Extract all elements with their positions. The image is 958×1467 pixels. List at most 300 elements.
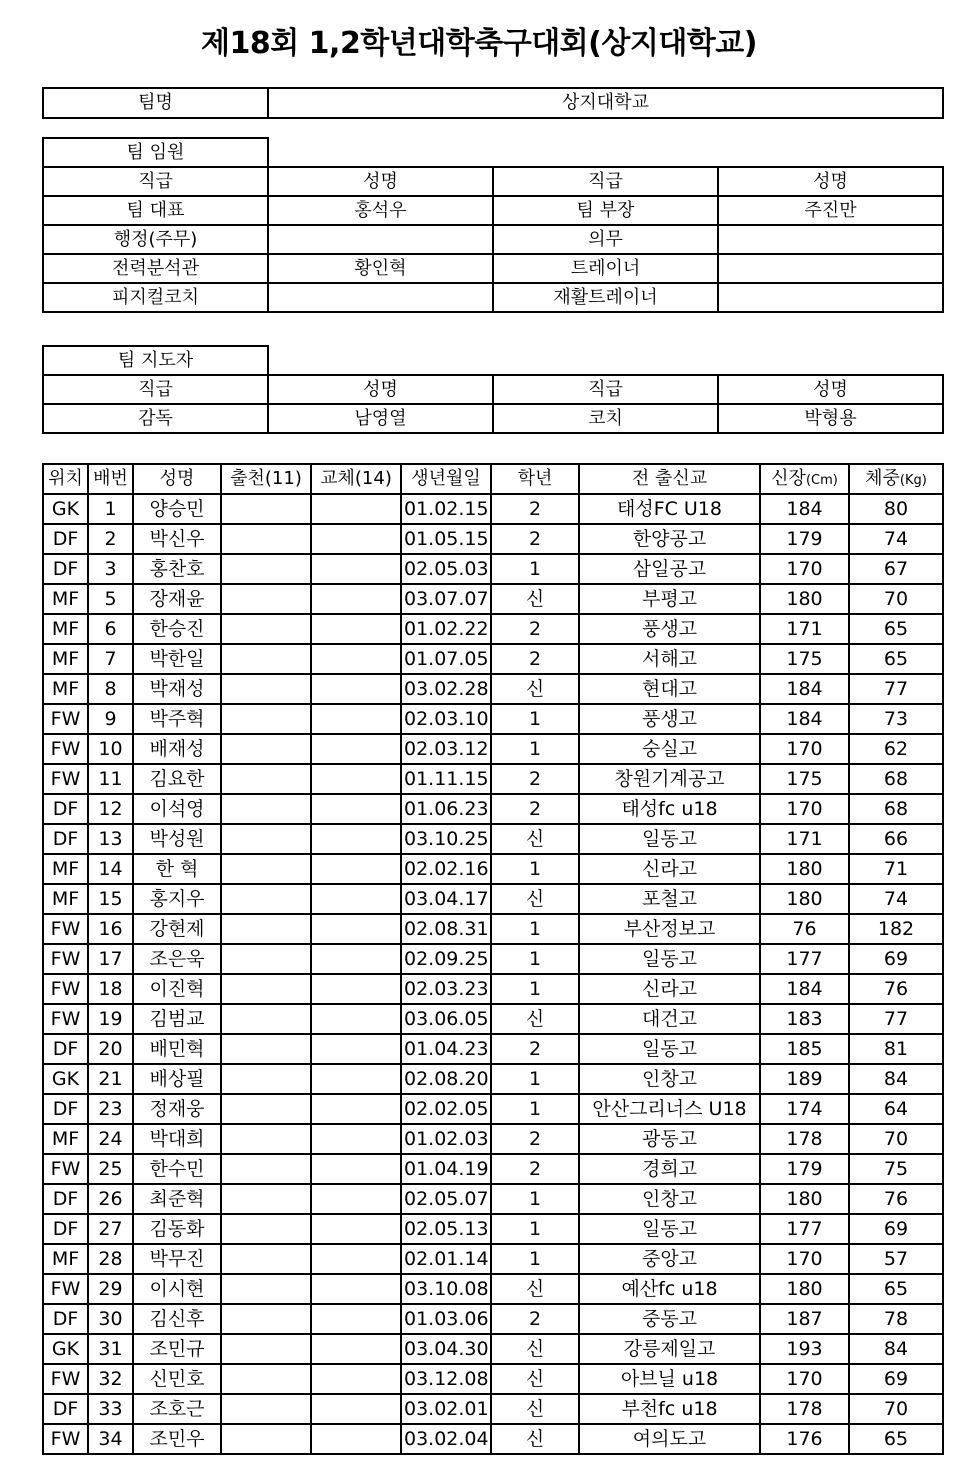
player-birthdate: 03.10.25 xyxy=(401,824,491,854)
player-previous-school: 대건고 xyxy=(579,1004,760,1034)
player-weight: 74 xyxy=(849,524,943,554)
player-grade: 2 xyxy=(491,1154,579,1184)
player-name: 조민규 xyxy=(133,1334,221,1364)
player-number: 18 xyxy=(88,974,133,1004)
player-previous-school: 부천fc u18 xyxy=(579,1394,760,1424)
player-birthdate: 03.12.08 xyxy=(401,1364,491,1394)
coaches-header-cell: 직급 xyxy=(493,375,718,404)
player-birthdate: 02.01.14 xyxy=(401,1244,491,1274)
player-name: 한승진 xyxy=(133,614,221,644)
table-row xyxy=(43,914,943,944)
player-birthdate: 02.09.25 xyxy=(401,944,491,974)
player-number: 17 xyxy=(88,944,133,974)
officials-section-spacer xyxy=(268,138,943,167)
player-starting xyxy=(221,614,311,644)
player-number: 28 xyxy=(88,1244,133,1274)
player-birthdate: 01.11.15 xyxy=(401,764,491,794)
table-row xyxy=(43,824,943,854)
player-weight: 84 xyxy=(849,1064,943,1094)
player-weight: 69 xyxy=(849,1214,943,1244)
player-height: 170 xyxy=(760,794,849,824)
player-substitute xyxy=(311,1394,401,1424)
table-row xyxy=(43,1394,943,1424)
player-number: 9 xyxy=(88,704,133,734)
player-height: 184 xyxy=(760,974,849,1004)
player-number: 5 xyxy=(88,584,133,614)
table-row xyxy=(43,1094,943,1124)
player-starting xyxy=(221,974,311,1004)
player-birthdate: 01.04.19 xyxy=(401,1154,491,1184)
player-height: 180 xyxy=(760,1274,849,1304)
player-grade: 1 xyxy=(491,974,579,1004)
roster-header-position: 위치 xyxy=(43,464,88,494)
table-row xyxy=(43,1274,943,1304)
player-birthdate: 01.07.05 xyxy=(401,644,491,674)
player-birthdate: 03.02.04 xyxy=(401,1424,491,1454)
player-starting xyxy=(221,1334,311,1364)
table-row xyxy=(43,734,943,764)
table-row xyxy=(43,1214,943,1244)
coaches-header-cell: 직급 xyxy=(43,375,268,404)
player-name: 정재웅 xyxy=(133,1094,221,1124)
officials-cell: 전력분석관 xyxy=(43,254,268,283)
coaches-header-row xyxy=(43,375,943,404)
table-row xyxy=(43,704,943,734)
player-starting xyxy=(221,1244,311,1274)
officials-header-row xyxy=(43,167,943,196)
player-substitute xyxy=(311,914,401,944)
player-position: DF xyxy=(43,1214,88,1244)
player-height: 176 xyxy=(760,1424,849,1454)
player-name: 이석영 xyxy=(133,794,221,824)
player-substitute xyxy=(311,1154,401,1184)
player-height: 189 xyxy=(760,1064,849,1094)
player-name: 김동화 xyxy=(133,1214,221,1244)
player-grade: 2 xyxy=(491,644,579,674)
player-height: 170 xyxy=(760,1364,849,1394)
player-substitute xyxy=(311,554,401,584)
player-substitute xyxy=(311,524,401,554)
player-birthdate: 02.05.13 xyxy=(401,1214,491,1244)
table-row xyxy=(43,674,943,704)
player-birthdate: 02.05.03 xyxy=(401,554,491,584)
player-height: 180 xyxy=(760,854,849,884)
coaches-header-cell: 성명 xyxy=(718,375,943,404)
player-position: GK xyxy=(43,1064,88,1094)
player-previous-school: 인창고 xyxy=(579,1184,760,1214)
player-starting xyxy=(221,944,311,974)
player-starting xyxy=(221,1394,311,1424)
player-substitute xyxy=(311,644,401,674)
player-position: FW xyxy=(43,704,88,734)
coaches-cell: 박형용 xyxy=(718,404,943,433)
player-grade: 2 xyxy=(491,494,579,524)
player-grade: 신 xyxy=(491,1334,579,1364)
player-position: FW xyxy=(43,734,88,764)
table-row xyxy=(43,974,943,1004)
coaches-header-cell: 성명 xyxy=(268,375,493,404)
team-name-table xyxy=(42,87,944,119)
player-weight: 57 xyxy=(849,1244,943,1274)
player-substitute xyxy=(311,974,401,1004)
player-number: 1 xyxy=(88,494,133,524)
officials-header-cell: 직급 xyxy=(43,167,268,196)
player-starting xyxy=(221,1124,311,1154)
player-height: 185 xyxy=(760,1034,849,1064)
player-grade: 신 xyxy=(491,884,579,914)
team-coaches-table xyxy=(42,345,944,434)
player-weight: 64 xyxy=(849,1094,943,1124)
player-position: MF xyxy=(43,674,88,704)
roster-header-row xyxy=(43,464,943,494)
player-substitute xyxy=(311,1424,401,1454)
player-grade: 1 xyxy=(491,1214,579,1244)
player-weight: 69 xyxy=(849,944,943,974)
player-number: 10 xyxy=(88,734,133,764)
player-substitute xyxy=(311,1364,401,1394)
player-name: 최준혁 xyxy=(133,1184,221,1214)
player-weight: 76 xyxy=(849,974,943,1004)
player-weight: 80 xyxy=(849,494,943,524)
table-row xyxy=(43,884,943,914)
player-previous-school: 예산fc u18 xyxy=(579,1274,760,1304)
player-name: 신민호 xyxy=(133,1364,221,1394)
player-weight: 68 xyxy=(849,764,943,794)
player-number: 26 xyxy=(88,1184,133,1214)
roster-header-weight xyxy=(849,464,943,494)
player-starting xyxy=(221,674,311,704)
player-name: 한수민 xyxy=(133,1154,221,1184)
player-birthdate: 03.02.01 xyxy=(401,1394,491,1424)
player-number: 23 xyxy=(88,1094,133,1124)
player-position: MF xyxy=(43,1124,88,1154)
player-substitute xyxy=(311,494,401,524)
table-row xyxy=(43,1154,943,1184)
player-height: 184 xyxy=(760,704,849,734)
player-position: FW xyxy=(43,764,88,794)
player-starting xyxy=(221,644,311,674)
player-previous-school: 신라고 xyxy=(579,974,760,1004)
player-height: 175 xyxy=(760,764,849,794)
officials-cell xyxy=(268,283,493,312)
player-starting xyxy=(221,1424,311,1454)
player-birthdate: 01.06.23 xyxy=(401,794,491,824)
player-starting xyxy=(221,704,311,734)
player-number: 11 xyxy=(88,764,133,794)
player-weight: 65 xyxy=(849,644,943,674)
player-substitute xyxy=(311,1214,401,1244)
officials-cell xyxy=(718,283,943,312)
officials-header-cell: 성명 xyxy=(718,167,943,196)
player-position: MF xyxy=(43,644,88,674)
player-previous-school: 일동고 xyxy=(579,1214,760,1244)
player-previous-school: 여의도고 xyxy=(579,1424,760,1454)
table-row xyxy=(43,944,943,974)
player-name: 김신후 xyxy=(133,1304,221,1334)
coaches-section-label: 팀 지도자 xyxy=(43,346,268,375)
player-previous-school: 현대고 xyxy=(579,674,760,704)
player-position: DF xyxy=(43,1034,88,1064)
player-number: 20 xyxy=(88,1034,133,1064)
player-number: 29 xyxy=(88,1274,133,1304)
team-name-label: 팀명 xyxy=(43,88,268,118)
player-number: 32 xyxy=(88,1364,133,1394)
player-grade: 1 xyxy=(491,554,579,584)
player-number: 30 xyxy=(88,1304,133,1334)
table-row xyxy=(43,614,943,644)
player-weight: 76 xyxy=(849,1184,943,1214)
player-weight: 75 xyxy=(849,1154,943,1184)
player-height: 178 xyxy=(760,1394,849,1424)
player-starting xyxy=(221,794,311,824)
player-number: 34 xyxy=(88,1424,133,1454)
player-previous-school: 중앙고 xyxy=(579,1244,760,1274)
player-weight: 77 xyxy=(849,674,943,704)
table-row xyxy=(43,554,943,584)
player-grade: 1 xyxy=(491,944,579,974)
player-birthdate: 01.02.03 xyxy=(401,1124,491,1154)
player-substitute xyxy=(311,1304,401,1334)
player-name: 한 혁 xyxy=(133,854,221,884)
roster-header-number: 배번 xyxy=(88,464,133,494)
player-substitute xyxy=(311,1274,401,1304)
player-previous-school: 인창고 xyxy=(579,1064,760,1094)
player-previous-school: 창원기계공고 xyxy=(579,764,760,794)
player-name: 조호근 xyxy=(133,1394,221,1424)
player-position: MF xyxy=(43,854,88,884)
table-row xyxy=(43,1064,943,1094)
player-grade: 1 xyxy=(491,704,579,734)
officials-cell: 의무 xyxy=(493,225,718,254)
player-height: 170 xyxy=(760,734,849,764)
officials-section-label: 팀 임원 xyxy=(43,138,268,167)
player-position: DF xyxy=(43,524,88,554)
player-height: 170 xyxy=(760,1244,849,1274)
player-position: MF xyxy=(43,884,88,914)
player-number: 6 xyxy=(88,614,133,644)
table-row xyxy=(43,854,943,884)
player-grade: 신 xyxy=(491,824,579,854)
player-starting xyxy=(221,584,311,614)
player-grade: 2 xyxy=(491,794,579,824)
player-substitute xyxy=(311,1184,401,1214)
player-birthdate: 02.03.10 xyxy=(401,704,491,734)
player-previous-school: 풍생고 xyxy=(579,614,760,644)
roster-header-birthdate: 생년월일 xyxy=(401,464,491,494)
coaches-section-spacer xyxy=(268,346,943,375)
player-number: 16 xyxy=(88,914,133,944)
player-starting xyxy=(221,1064,311,1094)
officials-cell: 피지컬코치 xyxy=(43,283,268,312)
table-row xyxy=(43,584,943,614)
player-birthdate: 02.03.23 xyxy=(401,974,491,1004)
roster-header-name: 성명 xyxy=(133,464,221,494)
player-name: 박성원 xyxy=(133,824,221,854)
player-substitute xyxy=(311,704,401,734)
player-number: 19 xyxy=(88,1004,133,1034)
player-previous-school: 부산정보고 xyxy=(579,914,760,944)
player-weight: 68 xyxy=(849,794,943,824)
player-number: 8 xyxy=(88,674,133,704)
officials-cell: 행정(주무) xyxy=(43,225,268,254)
player-name: 배재성 xyxy=(133,734,221,764)
player-position: FW xyxy=(43,1424,88,1454)
player-grade: 신 xyxy=(491,1274,579,1304)
player-position: GK xyxy=(43,494,88,524)
player-weight: 73 xyxy=(849,704,943,734)
player-number: 24 xyxy=(88,1124,133,1154)
player-number: 12 xyxy=(88,794,133,824)
player-previous-school: 경희고 xyxy=(579,1154,760,1184)
player-height: 174 xyxy=(760,1094,849,1124)
player-weight: 67 xyxy=(849,554,943,584)
table-row xyxy=(43,1004,943,1034)
player-grade: 1 xyxy=(491,734,579,764)
player-birthdate: 02.03.12 xyxy=(401,734,491,764)
officials-header-cell: 성명 xyxy=(268,167,493,196)
height-unit: (Cm) xyxy=(805,473,838,488)
player-weight: 70 xyxy=(849,1124,943,1154)
player-weight: 66 xyxy=(849,824,943,854)
player-number: 21 xyxy=(88,1064,133,1094)
officials-cell: 팀 대표 xyxy=(43,196,268,225)
player-birthdate: 02.02.05 xyxy=(401,1094,491,1124)
player-previous-school: 광동고 xyxy=(579,1124,760,1154)
player-name: 배민혁 xyxy=(133,1034,221,1064)
player-weight: 74 xyxy=(849,884,943,914)
player-position: FW xyxy=(43,1004,88,1034)
player-previous-school: 일동고 xyxy=(579,824,760,854)
player-name: 박재성 xyxy=(133,674,221,704)
player-substitute xyxy=(311,1064,401,1094)
player-grade: 1 xyxy=(491,914,579,944)
player-previous-school: 숭실고 xyxy=(579,734,760,764)
player-height: 180 xyxy=(760,1184,849,1214)
player-position: FW xyxy=(43,974,88,1004)
officials-row xyxy=(43,225,943,254)
player-weight: 62 xyxy=(849,734,943,764)
player-position: MF xyxy=(43,1244,88,1274)
player-previous-school: 아브닐 u18 xyxy=(579,1364,760,1394)
player-grade: 신 xyxy=(491,1364,579,1394)
player-grade: 2 xyxy=(491,1034,579,1064)
player-height: 76 xyxy=(760,914,849,944)
player-grade: 2 xyxy=(491,764,579,794)
player-height: 171 xyxy=(760,614,849,644)
player-grade: 신 xyxy=(491,1424,579,1454)
player-previous-school: 강릉제일고 xyxy=(579,1334,760,1364)
player-starting xyxy=(221,1154,311,1184)
player-birthdate: 01.04.23 xyxy=(401,1034,491,1064)
player-birthdate: 03.04.30 xyxy=(401,1334,491,1364)
player-substitute xyxy=(311,944,401,974)
player-number: 2 xyxy=(88,524,133,554)
player-height: 183 xyxy=(760,1004,849,1034)
officials-row xyxy=(43,196,943,225)
coaches-row xyxy=(43,404,943,433)
player-weight: 71 xyxy=(849,854,943,884)
table-row xyxy=(43,494,943,524)
player-starting xyxy=(221,1094,311,1124)
player-position: DF xyxy=(43,824,88,854)
player-previous-school: 풍생고 xyxy=(579,704,760,734)
player-number: 15 xyxy=(88,884,133,914)
player-starting xyxy=(221,734,311,764)
roster-header-height xyxy=(760,464,849,494)
table-row xyxy=(43,644,943,674)
player-starting xyxy=(221,1034,311,1064)
player-roster-table xyxy=(42,463,944,1455)
player-substitute xyxy=(311,1124,401,1154)
player-position: FW xyxy=(43,1364,88,1394)
player-grade: 신 xyxy=(491,1394,579,1424)
player-substitute xyxy=(311,1034,401,1064)
player-name: 강현제 xyxy=(133,914,221,944)
player-height: 179 xyxy=(760,1154,849,1184)
player-substitute xyxy=(311,1004,401,1034)
player-starting xyxy=(221,854,311,884)
player-position: DF xyxy=(43,554,88,584)
player-substitute xyxy=(311,1094,401,1124)
player-name: 박무진 xyxy=(133,1244,221,1274)
player-grade: 2 xyxy=(491,1304,579,1334)
player-name: 조은욱 xyxy=(133,944,221,974)
player-substitute xyxy=(311,764,401,794)
officials-row xyxy=(43,254,943,283)
player-name: 이진혁 xyxy=(133,974,221,1004)
table-row xyxy=(43,1364,943,1394)
height-label: 신장 xyxy=(771,468,806,489)
player-birthdate: 02.05.07 xyxy=(401,1184,491,1214)
player-name: 박한일 xyxy=(133,644,221,674)
player-birthdate: 01.02.22 xyxy=(401,614,491,644)
player-grade: 신 xyxy=(491,674,579,704)
player-weight: 81 xyxy=(849,1034,943,1064)
player-previous-school: 안산그리너스 U18 xyxy=(579,1094,760,1124)
roster-body xyxy=(43,494,943,1454)
player-previous-school: 신라고 xyxy=(579,854,760,884)
table-row xyxy=(43,1244,943,1274)
player-substitute xyxy=(311,794,401,824)
player-number: 31 xyxy=(88,1334,133,1364)
player-starting xyxy=(221,1004,311,1034)
player-starting xyxy=(221,1214,311,1244)
officials-cell xyxy=(268,225,493,254)
player-starting xyxy=(221,1304,311,1334)
player-birthdate: 01.02.15 xyxy=(401,494,491,524)
table-row xyxy=(43,1184,943,1214)
table-row xyxy=(43,794,943,824)
player-previous-school: 삼일공고 xyxy=(579,554,760,584)
player-height: 170 xyxy=(760,554,849,584)
player-position: DF xyxy=(43,1394,88,1424)
player-weight: 70 xyxy=(849,584,943,614)
player-substitute xyxy=(311,884,401,914)
officials-header-cell: 직급 xyxy=(493,167,718,196)
player-substitute xyxy=(311,734,401,764)
player-grade: 1 xyxy=(491,1244,579,1274)
player-starting xyxy=(221,1184,311,1214)
officials-cell: 재활트레이너 xyxy=(493,283,718,312)
player-previous-school: 포철고 xyxy=(579,884,760,914)
player-starting xyxy=(221,1364,311,1394)
player-height: 180 xyxy=(760,584,849,614)
player-grade: 2 xyxy=(491,614,579,644)
player-substitute xyxy=(311,614,401,644)
roster-header-previous-school: 전 출신교 xyxy=(579,464,760,494)
player-substitute xyxy=(311,584,401,614)
player-previous-school: 부평고 xyxy=(579,584,760,614)
